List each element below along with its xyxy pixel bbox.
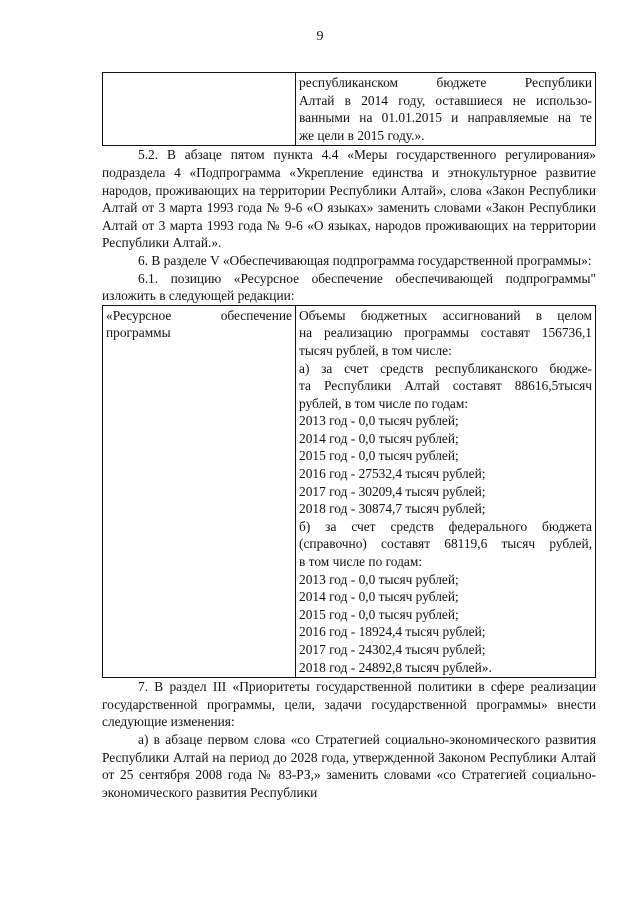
table-line: рублей, в том числе по годам: — [299, 395, 469, 411]
paragraph-6-1: 6.1. позицию «Ресурсное обеспечение обеспечивающей подпрограммы" изложить в следующей редакции: — [102, 270, 596, 304]
table-line: 2018 год - 24892,8 тысяч рублей». — [299, 659, 492, 675]
table-line: в том числе по годам: — [299, 554, 423, 570]
table-line: 2013 год - 0,0 тысяч рублей; — [299, 571, 459, 587]
paragraph-6: 6. В разделе V «Обеспечивающая подпрограмма государственной программы»: — [138, 252, 592, 268]
table-line: тысяч рублей, в том числе: — [299, 342, 452, 358]
table-line: 2015 год - 0,0 тысяч рублей; — [299, 448, 459, 464]
table-line: 2016 год - 18924,4 тысяч рублей; — [299, 624, 486, 640]
table-line: на реализацию программы составят 156736,1 — [299, 325, 592, 341]
paragraph-7a: а) в абзаце первом слова «со Стратегией социально-экономического развития Республики Алтай на период до 2028 года, утвержденной Законом Республики Алтай от 25 сентября 2008 года № 83-РЗ,» заменить словами «со Стратегией социально-экономического развития Республики — [102, 731, 596, 800]
table-line: (справочно) составят 68119,6 тысяч рублей, — [299, 536, 592, 552]
table-line: 2015 год - 0,0 тысяч рублей; — [299, 606, 459, 622]
table-line: б) за счет средств федерального бюджета — [299, 518, 592, 534]
page-number: 9 — [316, 29, 324, 44]
table-line: 2014 год - 0,0 тысяч рублей; — [299, 430, 459, 446]
table-line: 2017 год - 24302,4 тысяч рублей; — [299, 642, 486, 657]
table-line: же цели в 2015 году.». — [299, 127, 425, 143]
resource-label: «Ресурсное — [106, 307, 172, 323]
table-line: ванными на 01.01.2015 и направляемые на те — [299, 110, 592, 126]
paragraph-5-2: 5.2. В абзаце пятом пункта 4.4 «Меры государственного регулирования» подраздела 4 «Подпрограмма «Укрепление единства и этнокультурное развитие народов, проживающих на территории Республики Алтай», слова «Закон Республики Алтай от 3 марта 1993 года № 9-6 «О языках» заменить словами «Закон Республики Алтай от 3 марта 1993 года № 9-6 «О языках, народов проживающих на территории Республики Алтай.». — [102, 147, 596, 251]
table-line: 2016 год - 27532,4 тысяч рублей; — [299, 466, 486, 482]
table-line: 2018 год - 30874,7 тысяч рублей; — [299, 501, 486, 517]
table-line: 2014 год - 0,0 тысяч рублей; — [299, 589, 459, 605]
table-line: 2013 год - 0,0 тысяч рублей; — [299, 413, 459, 429]
table-line: республиканском бюджете Республики — [299, 75, 592, 90]
resource-label: обеспечение — [220, 307, 292, 323]
resource-table-label-cell — [103, 306, 296, 677]
continued-table-left-cell — [103, 73, 296, 145]
table-line: Алтай в 2014 году, оставшиеся не использо- — [299, 92, 592, 108]
table-line: а) за счет средств республиканского бюдже- — [299, 360, 592, 376]
table-line: Объемы бюджетных ассигнований в целом — [299, 307, 592, 323]
table-line: та Республики Алтай составят 88616,5тысяч — [299, 378, 592, 394]
continued-table — [102, 72, 596, 146]
document-body — [102, 72, 596, 801]
resource-table — [102, 305, 596, 678]
resource-label: программы — [106, 325, 171, 341]
paragraph-7: 7. В раздел III «Приоритеты государственной политики в сфере реализации государственной программы, цели, задачи государственной программы» внести следующие изменения: — [102, 679, 596, 730]
continued-table-right-cell — [296, 73, 595, 145]
resource-table-value-cell — [296, 306, 595, 677]
table-line: 2017 год - 30209,4 тысяч рублей; — [299, 483, 486, 499]
